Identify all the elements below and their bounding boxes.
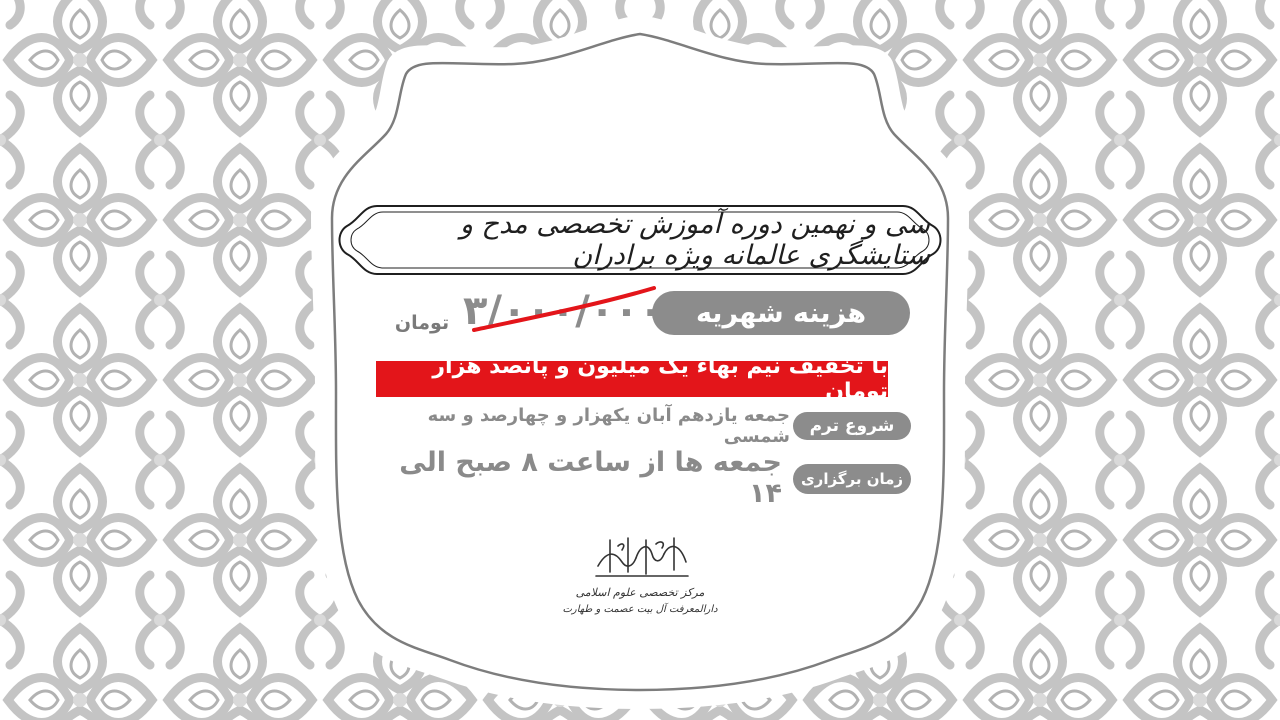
schedule-value: جمعه ها از ساعت ۸ صبح الی ۱۴ bbox=[399, 447, 782, 509]
course-title: سی و نهمین دوره آموزش تخصصی مدح و ستایشگری عالمانه ویژه برادران bbox=[459, 209, 930, 271]
logo-caption-line-1: مرکز تخصصی علوم اسلامی bbox=[575, 586, 705, 599]
fee-currency: تومان bbox=[394, 312, 450, 334]
fee-label-badge: هزینه شهریه bbox=[652, 291, 910, 335]
discount-banner: با تخفیف نیم بهاء یک میلیون و پانصد هزار تومان bbox=[376, 361, 888, 397]
term-start-value: جمعه یازدهم آبان یکهزار و چهارصد و سه شمسی bbox=[427, 405, 790, 447]
fee-original-amount: ۳/۰۰۰/۰۰۰ bbox=[462, 288, 664, 334]
term-start-label: شروع ترم bbox=[793, 412, 911, 440]
schedule-label: زمان برگزاری bbox=[793, 464, 911, 494]
calligraphy-logo-icon bbox=[592, 532, 692, 582]
logo-caption-line-2: دارالمعرفت آل بیت عصمت و طهارت bbox=[562, 604, 718, 615]
